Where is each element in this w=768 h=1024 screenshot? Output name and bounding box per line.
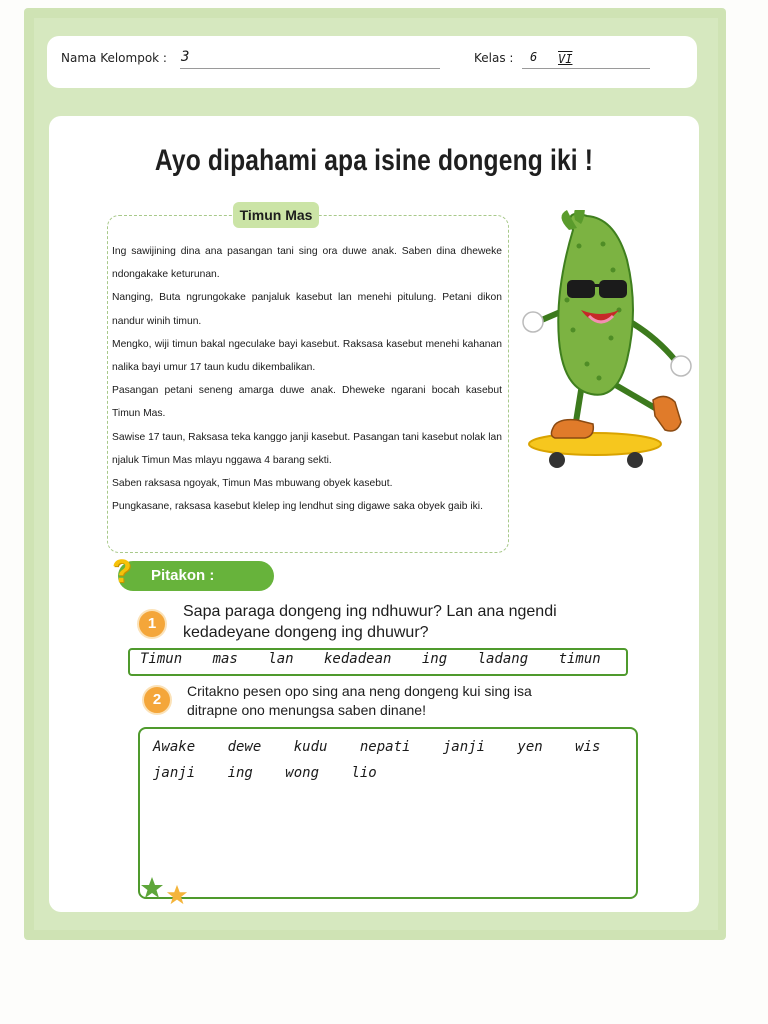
- question-mark-icon: ?: [112, 553, 132, 589]
- pitakon-label: Pitakon :: [151, 567, 215, 584]
- story-title: Timun Mas: [233, 202, 319, 228]
- cucumber-skateboard-illustration: [515, 210, 700, 472]
- question-2-line2: ditrapne ono menungsa saben dinane!: [187, 702, 426, 718]
- skateboard-deck: [529, 433, 661, 455]
- class-value-b[interactable]: VI: [558, 52, 573, 66]
- story-paragraph: Ing sawijining dina ana pasangan tani sing ora duwe anak. Saben dina dheweke ndongakake keturunan.: [112, 246, 502, 281]
- right-glove: [671, 356, 691, 376]
- class-value-a[interactable]: 6: [530, 50, 538, 64]
- page-title: Ayo dipahami apa isine dongeng iki !: [154, 144, 594, 177]
- right-shoe: [653, 396, 681, 431]
- answer-2-line2: janji ing wong lio: [153, 765, 377, 781]
- question-2-line1: Critakno pesen opo sing ana neng dongeng kui sing isa: [187, 683, 532, 699]
- class-label: Kelas :: [474, 51, 514, 65]
- star-icon: [166, 884, 188, 906]
- skateboard-wheel: [549, 452, 565, 468]
- left-shoe: [551, 420, 593, 438]
- question-number-1: 1: [137, 609, 167, 639]
- answer-1-text: Timun mas lan kedadean ing ladang timun: [140, 651, 601, 667]
- story-paragraph: Nanging, Buta ngrungokake panjaluk kasebut lan menehi pitulung. Petani dikon nandur winih timun.: [112, 292, 502, 327]
- group-value[interactable]: 3: [181, 49, 190, 65]
- story-paragraph: Sawise 17 taun, Raksasa teka kanggo janji kasebut. Pasangan tani kasebut nolak lan njaluk Timun Mas mlayu nggawa 4 barang sekti.: [112, 431, 502, 466]
- star-icon: [140, 876, 164, 900]
- left-glove: [523, 312, 543, 332]
- class-line: [522, 68, 650, 69]
- skateboard-wheel: [627, 452, 643, 468]
- question-1-line1: Sapa paraga dongeng ing ndhuwur? Lan ana ngendi: [183, 603, 557, 620]
- cucumber-body: [558, 214, 633, 395]
- sunglasses-icon: [567, 280, 595, 298]
- story-paragraph: Pungkasane, raksasa kasebut klelep ing lendhut sing digawe saka obyek gaib iki.: [112, 501, 483, 513]
- story-paragraph: Saben raksasa ngoyak, Timun Mas mbuwang obyek kasebut.: [112, 478, 393, 490]
- story-paragraph: Pasangan petani seneng amarga duwe anak. Dheweke ngarani bocah kasebut Timun Mas.: [112, 385, 502, 420]
- question-1-line2: kedadeyane dongeng ing dhuwur?: [183, 624, 429, 641]
- story-text: [112, 240, 502, 518]
- story-paragraph: Mengko, wiji timun bakal ngeculake bayi kasebut. Raksasa kasebut menehi kahanan nalika bayi umur 17 taun kudu dikembalikan.: [112, 338, 502, 374]
- group-line: [180, 68, 440, 69]
- group-label: Nama Kelompok :: [61, 51, 167, 65]
- answer-2-line1: Awake dewe kudu nepati janji yen wis: [153, 739, 601, 755]
- question-number-2: 2: [142, 685, 172, 715]
